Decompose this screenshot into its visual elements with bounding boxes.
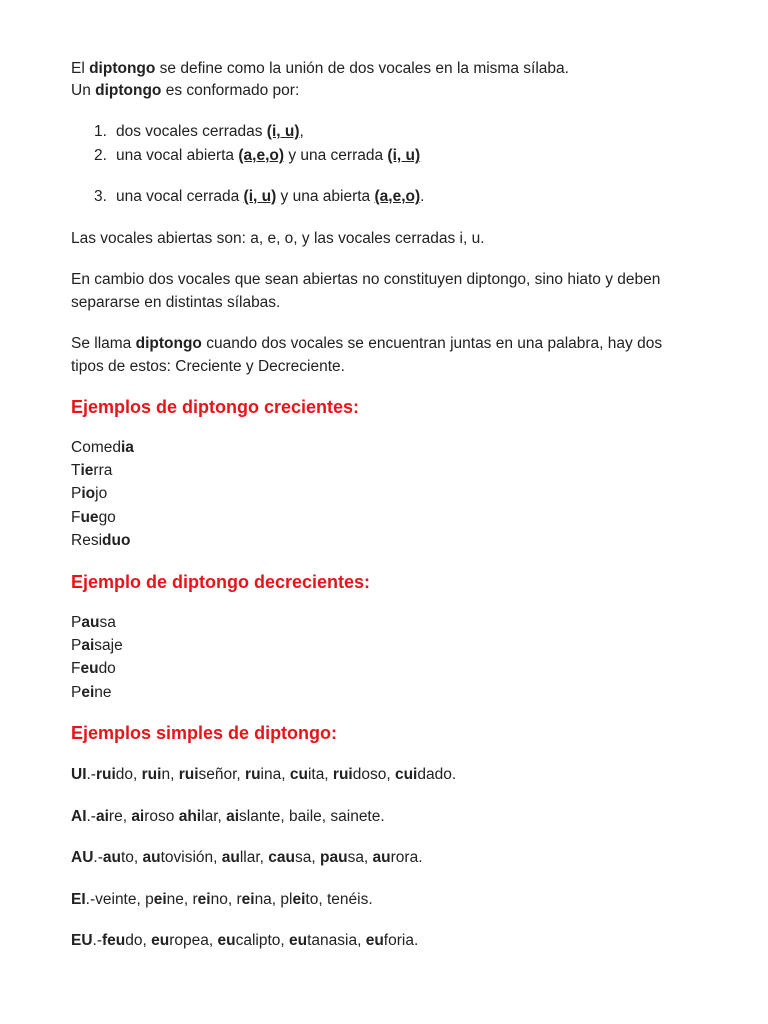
text-segment: sa, xyxy=(347,849,373,866)
text-segment: F xyxy=(71,660,81,678)
list-item xyxy=(71,847,423,869)
bold-segment: ei xyxy=(292,890,306,908)
text-segment: .- xyxy=(93,849,103,866)
list-item xyxy=(71,437,134,459)
text-segment: rra xyxy=(93,462,113,480)
text-segment: ne, r xyxy=(166,890,198,908)
bold-segment: duo xyxy=(102,531,131,549)
text-segment: jo xyxy=(95,485,108,503)
list-item xyxy=(71,635,123,657)
underlined-term: (i, u) xyxy=(243,188,277,205)
bold-segment: au xyxy=(142,849,161,866)
text: Se llama xyxy=(71,335,136,352)
bold-segment: cu xyxy=(289,766,308,783)
underlined-term: (a,e,o) xyxy=(374,188,421,205)
list-item-3 xyxy=(94,186,424,208)
bold-term: diptongo xyxy=(95,82,162,99)
bold-segment: ue xyxy=(80,508,99,526)
text-segment: sa, xyxy=(295,849,320,866)
bold-segment: ai xyxy=(81,637,95,655)
text-segment: P xyxy=(71,683,82,701)
text-segment: sa xyxy=(99,614,116,631)
bold-segment: au xyxy=(81,614,100,631)
bold-segment: rui xyxy=(332,766,353,783)
text-segment: .- xyxy=(86,766,96,783)
heading-crecientes: Ejemplos de diptongo crecientes: xyxy=(71,397,360,417)
bold-segment: ie xyxy=(80,462,94,480)
text-segment: do, xyxy=(115,766,142,783)
text-segment: Comed xyxy=(71,439,121,456)
bold-segment: pau xyxy=(320,849,348,866)
paragraph-types-line-1 xyxy=(71,333,662,355)
bold-segment: cui xyxy=(394,766,418,783)
underlined-term: (i, u) xyxy=(266,123,300,140)
bold-segment: ai xyxy=(131,807,145,825)
text-segment: do xyxy=(98,660,116,678)
bold-segment: EU xyxy=(71,932,93,949)
text: , xyxy=(299,123,304,140)
text-segment: .-veinte, p xyxy=(85,890,154,908)
list-item xyxy=(71,806,385,828)
bold-segment: ia xyxy=(120,439,134,456)
text-segment: llar, xyxy=(239,849,269,866)
intro-line-1 xyxy=(71,58,569,80)
text-segment: P xyxy=(71,485,82,503)
list-item-1 xyxy=(94,121,304,143)
text-segment: ina, xyxy=(260,766,290,783)
bold-segment: au xyxy=(102,849,121,866)
list-item xyxy=(71,682,112,704)
bold-segment: rui xyxy=(95,766,116,783)
text-segment: to, xyxy=(120,849,143,866)
text-segment: foria. xyxy=(383,932,419,949)
bold-segment: au xyxy=(221,849,240,866)
text: y una cerrada xyxy=(284,147,388,164)
text-segment: dado. xyxy=(417,766,457,783)
bold-segment: ai xyxy=(95,807,109,825)
bold-segment: eu xyxy=(365,932,384,949)
list-item xyxy=(71,507,116,529)
bold-segment: eu xyxy=(80,660,99,678)
text-segment: roso xyxy=(144,807,179,825)
text-segment: na, pl xyxy=(254,890,293,908)
bold-term: diptongo xyxy=(135,335,202,352)
text: una vocal abierta xyxy=(116,147,239,164)
text-segment: re, xyxy=(108,807,132,825)
bold-segment: au xyxy=(372,849,391,866)
text-segment: ropea, xyxy=(169,932,218,949)
list-item xyxy=(71,612,116,634)
heading-decrecientes: Ejemplo de diptongo decrecientes: xyxy=(71,572,371,592)
paragraph-hiato-line-2: separarse en distintas sílabas. xyxy=(71,294,281,311)
text: . xyxy=(420,188,425,205)
text-segment: Resi xyxy=(71,531,103,549)
bold-segment: ei xyxy=(153,890,167,908)
list-item xyxy=(71,658,116,680)
bold-segment: EI xyxy=(71,890,86,908)
text: cuando dos vocales se encuentran juntas en una palabra, hay dos xyxy=(201,335,663,352)
text-segment: señor, xyxy=(198,766,246,783)
text-segment: slante, baile, sainete. xyxy=(239,807,385,825)
bold-segment: ahi xyxy=(178,807,202,825)
list-item xyxy=(71,889,373,911)
text-segment: tovisión, xyxy=(160,849,222,866)
text-segment: no, r xyxy=(210,890,242,908)
text-segment: to, tenéis. xyxy=(305,890,373,908)
bold-segment: io xyxy=(81,485,96,503)
text-segment: rora. xyxy=(390,849,423,866)
bold-segment: AU xyxy=(71,849,94,866)
text-segment: tanasia, xyxy=(307,932,366,949)
list-item xyxy=(71,764,456,786)
text: dos vocales cerradas xyxy=(116,123,267,140)
text-segment: P xyxy=(71,637,82,655)
text-segment: F xyxy=(71,508,81,526)
bold-segment: ei xyxy=(241,890,255,908)
text: se define como la unión de dos vocales en la misma sílaba. xyxy=(155,60,569,77)
text-segment: ne xyxy=(94,683,112,701)
text-segment: lar, xyxy=(201,807,227,825)
bold-segment: eu xyxy=(217,932,236,949)
bold-segment: UI xyxy=(71,766,87,783)
text-segment: go xyxy=(98,508,116,526)
text-segment: saje xyxy=(94,637,123,655)
bold-segment: ru xyxy=(245,766,261,783)
paragraph-types-line-2: tipos de estos: Creciente y Decreciente. xyxy=(71,358,345,375)
text: y una abierta xyxy=(276,188,375,205)
bold-segment: ai xyxy=(226,807,240,825)
paragraph-vowels: Las vocales abiertas son: a, e, o, y las vocales cerradas i, u. xyxy=(71,230,485,247)
underlined-term: (i, u) xyxy=(387,147,421,164)
text: una vocal cerrada xyxy=(116,188,244,205)
text: El xyxy=(71,60,90,77)
bold-segment: rui xyxy=(141,766,162,783)
list-item xyxy=(71,483,107,505)
list-item xyxy=(71,930,418,952)
text-segment: n, xyxy=(161,766,179,783)
list-number: 2. xyxy=(94,147,107,164)
bold-segment: cau xyxy=(268,849,296,866)
bold-term: diptongo xyxy=(89,60,156,77)
text-segment: P xyxy=(71,614,82,631)
bold-segment: ei xyxy=(197,890,211,908)
text-segment: .- xyxy=(86,807,96,825)
paragraph-hiato-line-1: En cambio dos vocales que sean abiertas no constituyen diptongo, sino hiato y deben xyxy=(71,271,661,288)
text-segment: doso, xyxy=(352,766,395,783)
text-segment: ita, xyxy=(307,766,333,783)
text-segment: .- xyxy=(92,932,103,949)
text-segment: calipto, xyxy=(235,932,289,949)
text-segment: T xyxy=(71,462,81,480)
text-segment: do, xyxy=(125,932,152,949)
list-item xyxy=(71,530,130,552)
bold-segment: eu xyxy=(151,932,170,949)
bold-segment: rui xyxy=(178,766,199,783)
text: es conformado por: xyxy=(161,82,300,99)
list-item xyxy=(71,460,112,482)
heading-simples: Ejemplos simples de diptongo: xyxy=(71,723,338,743)
bold-segment: eu xyxy=(289,932,308,949)
intro-line-2 xyxy=(71,80,299,102)
list-item-2 xyxy=(94,145,420,167)
list-number: 3. xyxy=(94,188,107,205)
underlined-term: (a,e,o) xyxy=(238,147,285,164)
bold-segment: AI xyxy=(71,807,87,825)
text: Un xyxy=(71,82,96,99)
bold-segment: feu xyxy=(102,932,126,949)
list-number: 1. xyxy=(94,123,107,140)
bold-segment: ei xyxy=(81,683,95,701)
